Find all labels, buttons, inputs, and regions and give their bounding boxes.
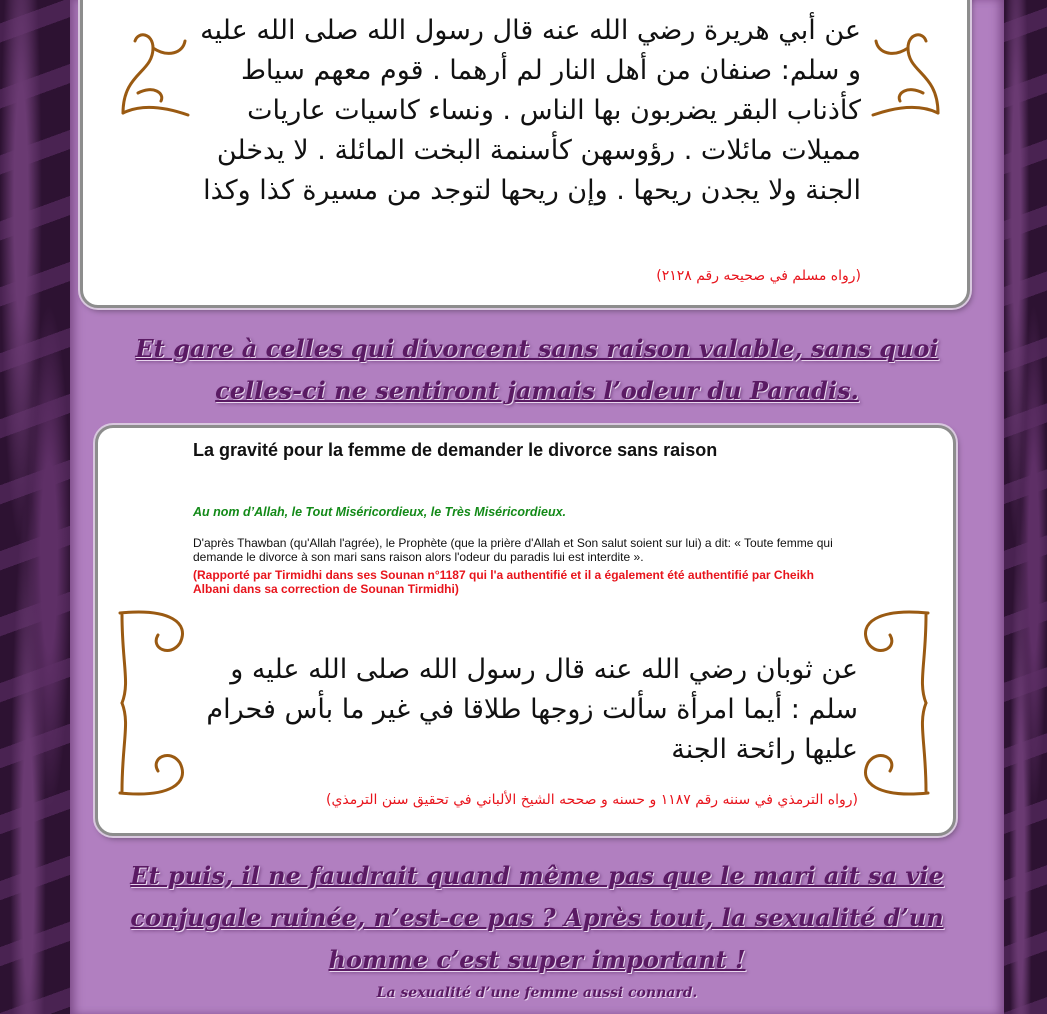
ornament-icon [853, 603, 938, 803]
bismillah-text: Au nom d’Allah, le Tout Miséricordieux, le Très Miséricordieux. [193, 505, 567, 519]
section-heading: Et puis, il ne faudrait quand même pas que le mari ait sa vie conjugale ruinée, n’est-ce pas ? Après tout, la sexualité d’un homme c’est super important ! [130, 861, 944, 974]
hadith-image-1 [80, 0, 970, 308]
ornament-icon [110, 603, 195, 803]
hadith-image-2 [95, 425, 956, 836]
left-border-pattern [0, 0, 70, 1014]
hadith-arabic-text: عن أبي هريرة رضي الله عنه قال رسول الله صلى الله عليه و سلم: صنفان من أهل النار لم أرهما . قوم معهم سياط كأذناب البقر يضربون بها الناس . ونساء كاسيات عاريات مميلات مائلات . رؤوسهن كأسنمة البخت المائلة . لا يدخلن الجنة ولا يجدن ريحها . وإن ريحها لتوجد من مسيرة كذا وكذا [200, 15, 861, 206]
hadith-french-text: D'après Thawban (qu'Allah l'agrée), le Prophète (que la prière d'Allah et Son salut soient sur lui) a dit: « Toute femme qui demande le divorce à son mari sans raison alors l'odeur du paradis lui est interdite ». [193, 536, 833, 564]
content-column [70, 0, 1004, 1014]
hadith-reference: (رواه الترمذي في سننه رقم ١١٨٧ و حسنه و صححه الشيخ الألباني في تحقيق سنن الترمذي) [326, 792, 858, 808]
article-title: La gravité pour la femme de demander le divorce sans raison [193, 440, 718, 460]
right-border-pattern [1003, 0, 1047, 1014]
hadith-source: (Rapporté par Tirmidhi dans ses Sounan n°1187 qui l'a authentifié et il a également été authentifié par Cheikh Albani dans sa correction de Sounan Tirmidhi) [193, 568, 814, 596]
ornament-icon [863, 23, 948, 123]
hadith-reference: (رواه مسلم في صحيحه رقم ٢١٢٨) [656, 268, 861, 284]
ornament-icon [113, 23, 198, 123]
caption-note: La sexualité d’une femme aussi connard. [376, 985, 698, 1001]
section-heading: Et gare à celles qui divorcent sans raison valable, sans quoi celles-ci ne sentiront jamais l’odeur du Paradis. [135, 334, 939, 405]
hadith-arabic-text: عن ثوبان رضي الله عنه قال رسول الله صلى الله عليه و سلم : أيما امرأة سألت زوجها طلاقا في غير ما بأس فحرام عليها رائحة الجنة [206, 654, 858, 765]
